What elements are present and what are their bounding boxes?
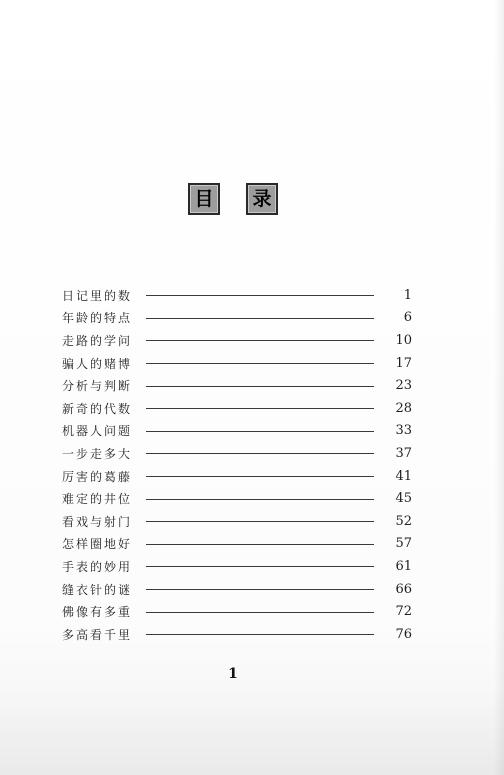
toc-entry-page: 72: [395, 604, 412, 620]
toc-entry-page: 17: [395, 355, 412, 371]
toc-entry-title: 缝衣针的谜: [62, 582, 133, 597]
toc-entry[interactable]: [62, 397, 412, 420]
toc-entry-page: 6: [403, 310, 412, 326]
toc-entry-title: 难定的井位: [62, 492, 133, 507]
toc-leader-line: [146, 408, 374, 409]
toc-entry-page: 57: [395, 536, 412, 552]
toc-entry-title: 骗人的赌博: [62, 356, 133, 371]
toc-entry-title: 分析与判断: [62, 379, 133, 394]
toc-leader-line: [146, 499, 374, 500]
toc-leader-line: [146, 476, 374, 477]
toc-entry-page: 76: [395, 626, 412, 642]
toc-entry[interactable]: [62, 329, 412, 352]
toc-entry[interactable]: [62, 623, 412, 646]
toc-leader-line: [146, 544, 374, 545]
contents-heading: [0, 183, 504, 215]
table-of-contents: [62, 284, 412, 646]
toc-entry-title: 手表的妙用: [62, 559, 133, 574]
toc-entry-title: 看戏与射门: [62, 514, 133, 529]
toc-entry[interactable]: [62, 555, 412, 578]
toc-entry[interactable]: [62, 487, 412, 510]
toc-leader-line: [146, 295, 374, 296]
toc-entry-page: 45: [395, 491, 412, 507]
toc-leader-line: [146, 589, 374, 590]
toc-entry-title: 厉害的葛藤: [62, 469, 133, 484]
toc-entry-title: 日记里的数: [62, 288, 133, 303]
toc-leader-line: [146, 431, 374, 432]
toc-entry-title: 年龄的特点: [62, 311, 133, 326]
toc-entry[interactable]: [62, 600, 412, 623]
toc-entry-title: 一步走多大: [62, 446, 133, 461]
toc-entry-title: 走路的学问: [62, 333, 133, 348]
heading-char-1: 目: [188, 183, 220, 215]
toc-entry-page: 10: [395, 332, 412, 348]
toc-entry[interactable]: [62, 578, 412, 601]
toc-entry[interactable]: [62, 374, 412, 397]
toc-entry[interactable]: [62, 442, 412, 465]
toc-entry-page: 23: [395, 378, 412, 394]
toc-entry-page: 61: [395, 558, 412, 574]
toc-leader-line: [146, 363, 374, 364]
toc-entry[interactable]: [62, 510, 412, 533]
toc-entry[interactable]: [62, 420, 412, 443]
toc-entry-title: 多高看千里: [62, 627, 133, 642]
scan-shadow-bottom: [0, 685, 504, 775]
toc-entry[interactable]: [62, 307, 412, 330]
toc-entry-page: 37: [395, 445, 412, 461]
toc-leader-line: [146, 453, 374, 454]
toc-leader-line: [146, 386, 374, 387]
page-number: 1: [228, 666, 238, 682]
toc-entry-title: 佛像有多重: [62, 605, 133, 620]
toc-entry[interactable]: [62, 465, 412, 488]
toc-entry-page: 52: [395, 513, 412, 529]
toc-entry-page: 1: [403, 287, 412, 303]
toc-entry-page: 33: [395, 423, 412, 439]
toc-entry[interactable]: [62, 533, 412, 556]
scan-shadow-edge: [494, 0, 504, 775]
heading-char-2: 录: [246, 183, 278, 215]
toc-entry[interactable]: [62, 352, 412, 375]
toc-entry-page: 66: [395, 581, 412, 597]
toc-leader-line: [146, 612, 374, 613]
toc-leader-line: [146, 566, 374, 567]
toc-entry[interactable]: [62, 284, 412, 307]
toc-entry-title: 机器人问题: [62, 424, 133, 439]
toc-leader-line: [146, 340, 374, 341]
toc-leader-line: [146, 521, 374, 522]
toc-entry-page: 41: [395, 468, 412, 484]
toc-entry-title: 新奇的代数: [62, 401, 133, 416]
toc-leader-line: [146, 318, 374, 319]
toc-entry-page: 28: [395, 400, 412, 416]
toc-entry-title: 怎样圈地好: [62, 537, 133, 552]
toc-leader-line: [146, 634, 374, 635]
